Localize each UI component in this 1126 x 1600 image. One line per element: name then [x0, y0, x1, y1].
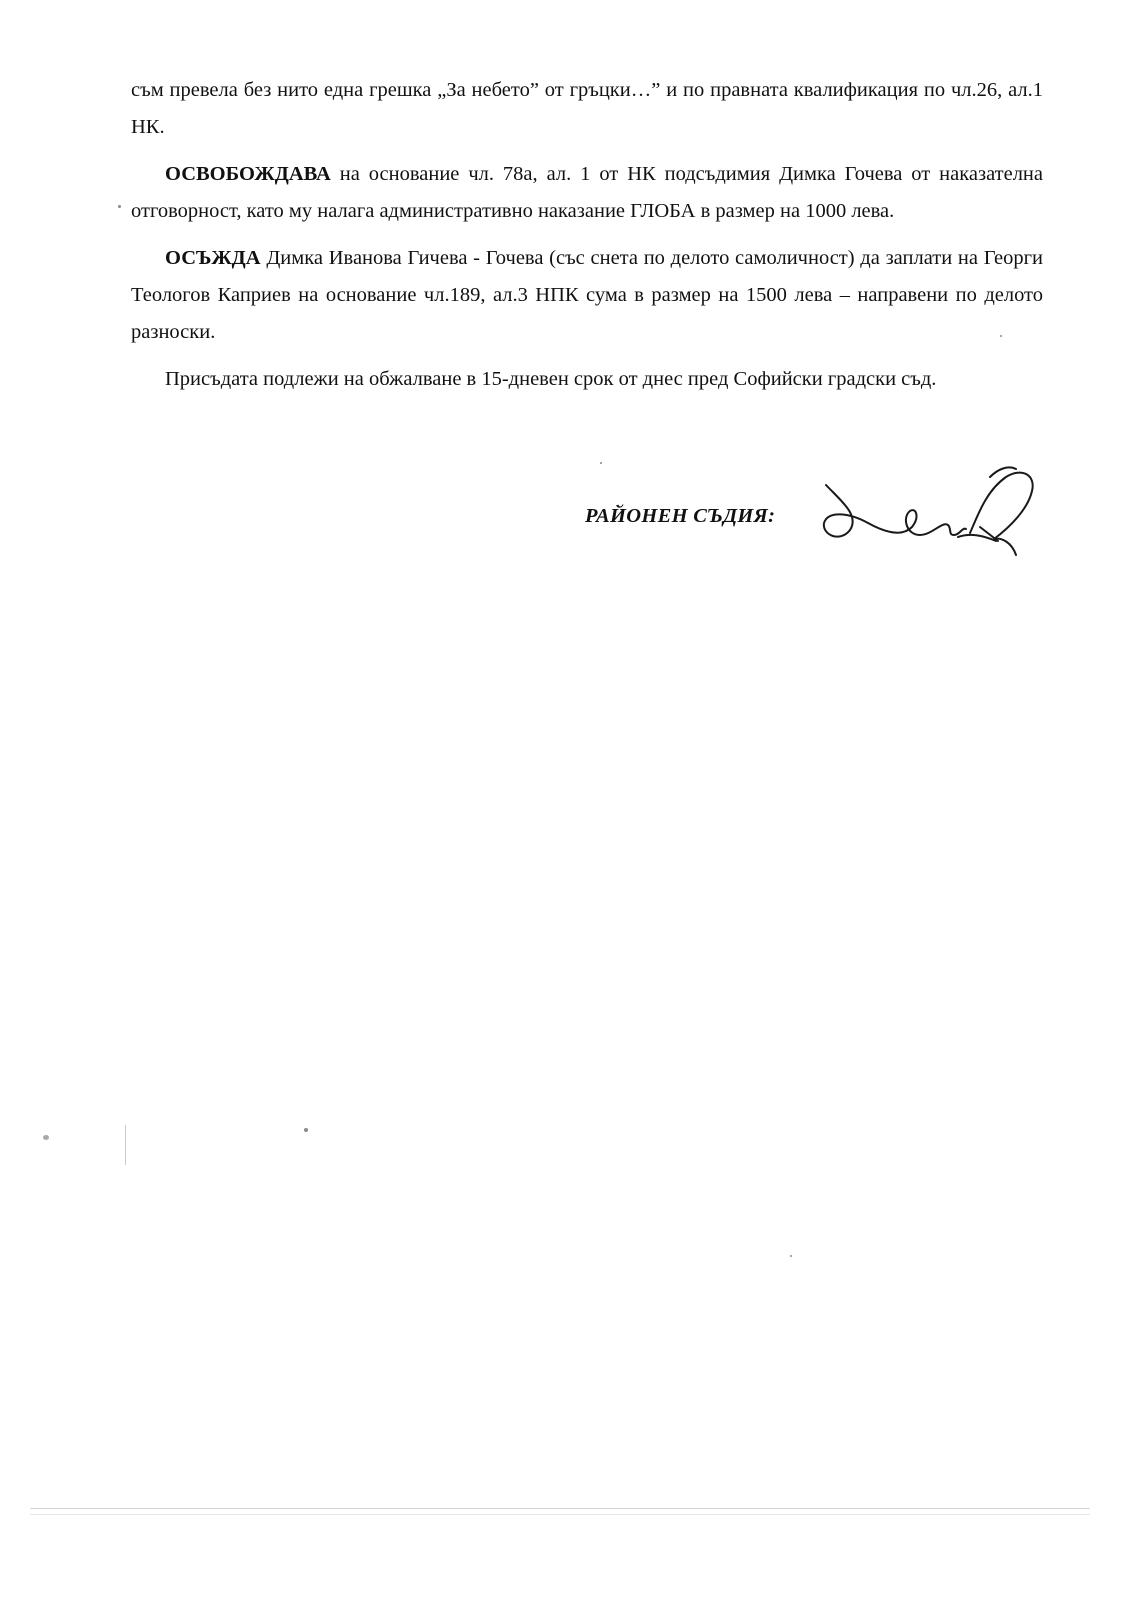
paragraph-sentence: [131, 240, 1043, 351]
judge-signature: [820, 455, 1050, 565]
paragraph-keyword: ОСВОБОЖДАВА: [165, 163, 331, 185]
scan-artifact: [125, 1125, 126, 1165]
paragraph-qualification: [131, 72, 1043, 146]
paragraph-release: [131, 156, 1043, 230]
scan-speck: [790, 1255, 792, 1257]
paragraph-text: на основание чл. 78а, ал. 1 от НК подсъдимия Димка Гочева от наказателна отговорност, като му налага административно наказание ГЛОБА в размер на 1000 лева.: [131, 163, 1043, 222]
scan-artifact: [30, 1514, 1090, 1515]
scan-speck: [43, 1135, 49, 1140]
paragraph-keyword: ОСЪЖДА: [165, 247, 261, 269]
scan-speck: [1000, 335, 1002, 337]
signature-label: РАЙОНЕН СЪДИЯ:: [585, 505, 776, 527]
scan-artifact: [30, 1508, 1090, 1509]
paragraph-text: Димка Иванова Гичева - Гочева (със снета по делото самоличност) да заплати на Георги Теологов Каприев на основание чл.189, ал.3 НПК сума в размер на 1500 лева – направени по делото разноски.: [131, 247, 1043, 343]
paragraph-text: съм превела без нито една грешка „За небето” от гръцки…” и по правната квалификация по чл.26, ал.1 НК.: [131, 79, 1043, 138]
scan-speck: [304, 1128, 308, 1132]
scan-speck: [600, 462, 602, 464]
paragraph-appeal: [131, 361, 1043, 398]
paragraph-text: Присъдата подлежи на обжалване в 15-дневен срок от днес пред Софийски градски съд.: [165, 368, 937, 390]
judgment-text: [131, 72, 1043, 408]
scan-speck: [118, 205, 121, 208]
